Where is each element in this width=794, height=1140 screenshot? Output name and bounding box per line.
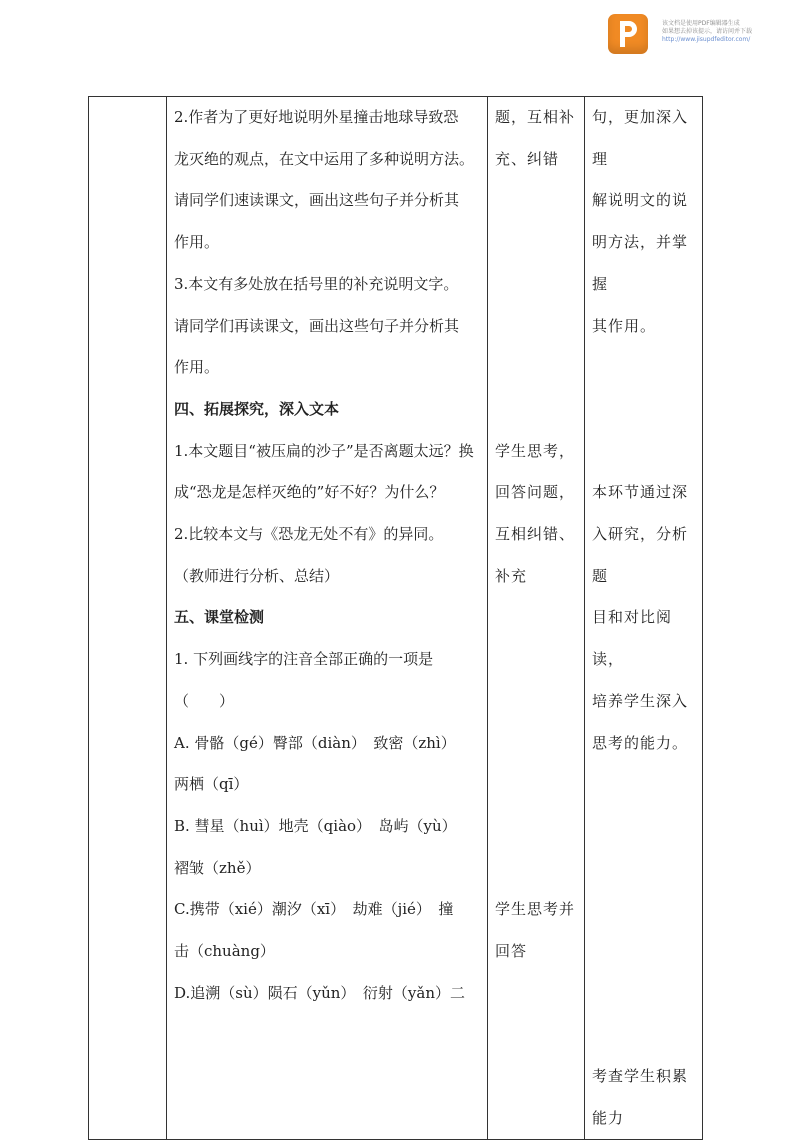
intent-line: 本环节通过深 (592, 483, 689, 502)
content-line: 作用。 (174, 358, 220, 377)
content-line: 请同学们再读课文，画出这些句子并分析其 (174, 316, 460, 335)
activity-line: 学生思考， (495, 441, 576, 460)
content-line: 击（chuàng） (174, 942, 275, 961)
content-line: C.携带（xié）潮汐（xī） 劫难（jié） 撞 (174, 900, 454, 919)
content-line: D.追溯（sù）陨石（yǔn） 衍射（yǎn）二 (174, 983, 465, 1002)
intent-line: 培养学生深入 (592, 691, 689, 710)
watermark-line1: 该文档是使用PDF编辑器生成 (662, 20, 740, 27)
student-activity (488, 97, 584, 973)
content-line: 1.本文题目“被压扁的沙子”是否离题太远？换 (174, 441, 474, 460)
stage-column-cell (89, 97, 167, 1140)
content-line: 3.本文有多处放在括号里的补充说明文字。 (174, 274, 459, 293)
content-line: B. 彗星（huì）地壳（qiào） 岛屿（yù） (174, 816, 457, 835)
intent-line: 解说明文的说 (592, 191, 689, 210)
design-intent-cell (585, 97, 703, 1140)
intent-line: 考查学生积累 (592, 1067, 689, 1086)
watermark-line2: 如果想去掉该提示，请访问并下载 (662, 28, 753, 35)
section-heading: 四、拓展探究，深入文本 (174, 399, 340, 418)
activity-line: 回答问题， (495, 483, 576, 502)
activity-line: 充、纠错 (495, 149, 560, 168)
pdf-editor-watermark (662, 20, 752, 44)
table-row (89, 97, 703, 1140)
intent-line: 其作用。 (592, 316, 657, 335)
content-line: 龙灭绝的观点，在文中运用了多种说明方法。 (174, 149, 475, 168)
activity-line: 题，互相补 (495, 108, 576, 126)
content-line: 1. 下列画线字的注音全部正确的一项是 (174, 650, 434, 669)
activity-line: 互相纠错、 (495, 524, 576, 543)
content-line: 褶皱（zhě） (174, 858, 261, 877)
activity-line: 补充 (495, 566, 528, 585)
design-intent (585, 97, 702, 1139)
lesson-plan-table (88, 96, 703, 1140)
content-line: （ ） (174, 691, 235, 710)
content-line: 2.作者为了更好地说明外星撞击地球导致恐 (174, 108, 459, 126)
teaching-content (167, 97, 487, 1014)
section-heading: 五、课堂检测 (174, 608, 265, 627)
intent-line: 能力 (592, 1108, 625, 1127)
content-line: 2.比较本文与《恐龙无处不有》的异同。 (174, 525, 444, 544)
content-line: 作用。 (174, 233, 220, 252)
intent-line: 目和对比阅读， (592, 608, 673, 669)
student-activity-cell (488, 97, 585, 1140)
content-line: A. 骨骼（gé）臀部（diàn） 致密（zhì） (174, 733, 456, 752)
teaching-content-cell (167, 97, 488, 1140)
watermark-url: http://www.jisupdfeditor.com/ (662, 36, 751, 43)
activity-line: 学生思考并 (495, 900, 576, 919)
intent-line: 思考的能力。 (592, 733, 689, 752)
intent-line: 入研究，分析题 (592, 524, 689, 585)
content-line: 两栖（qī） (174, 775, 249, 794)
intent-line: 明方法，并掌握 (592, 233, 689, 293)
activity-line: 回答 (495, 941, 528, 960)
content-line: 请同学们速读课文，画出这些句子并分析其 (174, 191, 460, 210)
content-line: （教师进行分析、总结） (174, 566, 340, 585)
p-letter-icon (617, 19, 639, 49)
pdf-editor-logo (608, 14, 648, 54)
intent-line: 句，更加深入理 (592, 108, 689, 168)
content-line: 成“恐龙是怎样灭绝的”好不好？为什么？ (174, 483, 445, 502)
